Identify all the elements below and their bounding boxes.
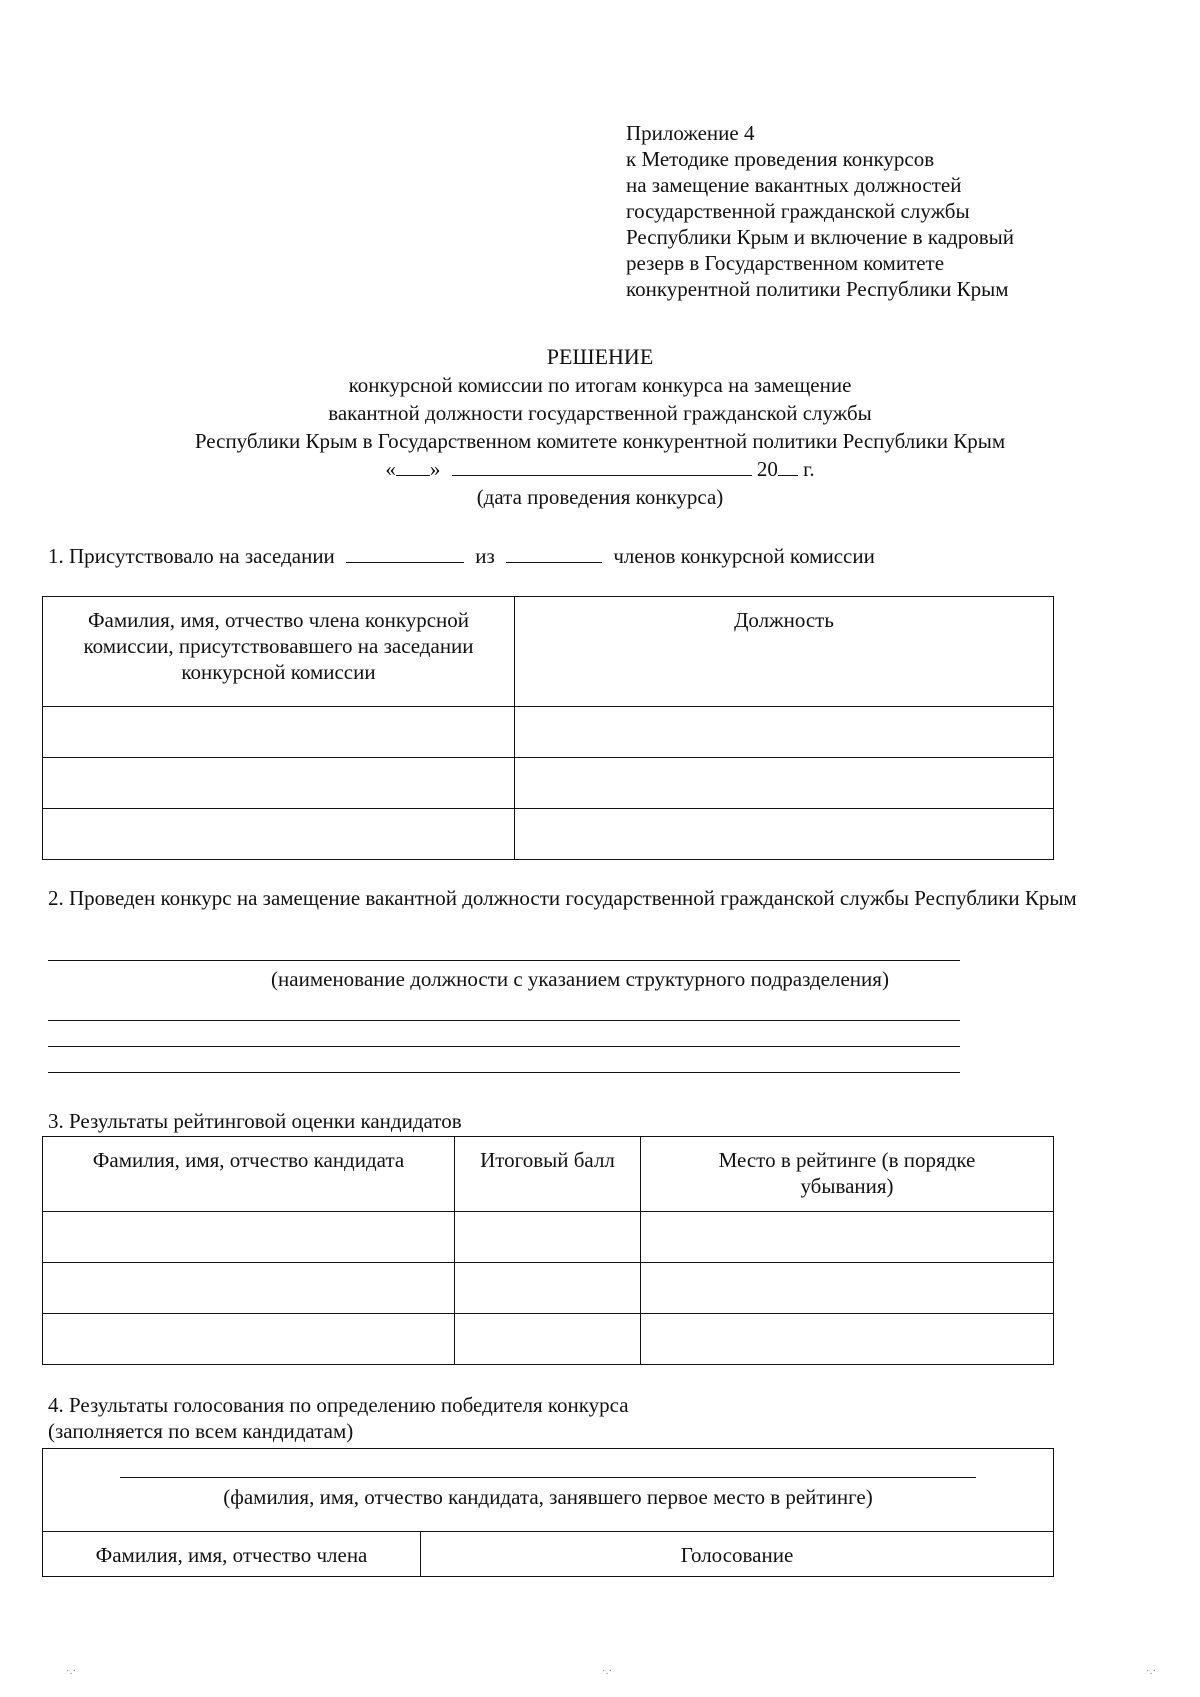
table-row <box>43 758 1054 809</box>
table-header-row <box>43 597 1054 707</box>
year-prefix: 20 <box>756 457 778 481</box>
decision-subtitle-line: Республики Крым в Государственном комитете конкурентной политики Республики Крым <box>194 429 1006 453</box>
attended-count-blank[interactable] <box>346 544 464 563</box>
appendix-line: конкурентной политики Республики Крым <box>626 277 1009 301</box>
table-header-row <box>43 1137 1054 1212</box>
date-caption: (дата проведения конкурса) <box>476 485 724 509</box>
scan-mark: ˙·˙ <box>66 1669 76 1680</box>
rating-section-title: 3. Результаты рейтинговой оценки кандидатов <box>48 1109 462 1133</box>
table-cell[interactable] <box>455 1314 641 1365</box>
decision-subtitle-line: вакантной должности государственной гражданской службы <box>328 401 872 425</box>
voting-table <box>42 1448 1054 1577</box>
attendance-members: членов конкурсной комиссии <box>613 544 875 568</box>
winner-row <box>43 1449 1054 1532</box>
position-extra-blank[interactable] <box>48 1046 960 1047</box>
year-suffix: г. <box>803 457 815 481</box>
date-line <box>60 455 1140 483</box>
position-name-caption: (наименование должности с указанием структурного подразделения) <box>271 967 889 991</box>
scan-mark: ˙·˙ <box>1146 1669 1156 1680</box>
column-header-member-name: Фамилия, имя, отчество члена конкурсной комиссии, присутствовавшего на заседании конкурсной комиссии <box>43 597 515 707</box>
scan-mark: ˙·˙ <box>602 1669 612 1680</box>
column-header-candidate-name: Фамилия, имя, отчество кандидата <box>43 1137 455 1212</box>
column-header-rank: Место в рейтинге (в порядке убывания) <box>641 1137 1054 1212</box>
table-cell[interactable] <box>515 707 1054 758</box>
decision-subtitle-line: конкурсной комиссии по итогам конкурса на замещение <box>348 373 852 397</box>
table-cell[interactable] <box>43 1263 455 1314</box>
voting-section-title: 4. Результаты голосования по определению победителя конкурса <box>48 1393 629 1417</box>
total-members-blank[interactable] <box>506 544 602 563</box>
column-header-member: Фамилия, имя, отчество члена <box>43 1532 421 1577</box>
table-row <box>43 1314 1054 1365</box>
rating-table <box>42 1136 1054 1365</box>
month-blank[interactable] <box>452 457 752 476</box>
attendance-line <box>48 543 1048 569</box>
column-header-position: Должность <box>515 597 1054 707</box>
appendix-line: резерв в Государственном комитете <box>626 251 945 275</box>
appendix-title: Приложение 4 <box>626 121 755 145</box>
table-row <box>43 1263 1054 1314</box>
table-cell[interactable] <box>515 758 1054 809</box>
table-cell[interactable] <box>455 1212 641 1263</box>
decision-title-block <box>60 343 1140 511</box>
appendix-line: государственной гражданской службы <box>626 199 970 223</box>
appendix-line: на замещение вакантных должностей <box>626 173 962 197</box>
column-header-total-score: Итоговый балл <box>455 1137 641 1212</box>
table-cell[interactable] <box>455 1263 641 1314</box>
voting-section-subtitle: (заполняется по всем кандидатам) <box>48 1419 354 1443</box>
attendees-table <box>42 596 1054 860</box>
table-cell[interactable] <box>641 1263 1054 1314</box>
table-cell[interactable] <box>43 1314 455 1365</box>
winner-name-caption: (фамилия, имя, отчество кандидата, занявшего первое место в рейтинге) <box>223 1485 873 1509</box>
voting-section <box>48 1392 1048 1444</box>
table-row <box>43 809 1054 860</box>
attendance-text: 1. Присутствовало на заседании <box>48 544 335 568</box>
appendix-reference: к Методике проведения конкурсов <box>626 147 935 171</box>
attendance-from: из <box>475 544 495 568</box>
table-cell[interactable] <box>43 707 515 758</box>
competition-held-text: 2. Проведен конкурс на замещение вакантной должности государственной гражданской службы Республики Крым <box>48 886 1077 910</box>
table-cell[interactable] <box>43 758 515 809</box>
table-cell[interactable] <box>641 1314 1054 1365</box>
table-cell[interactable] <box>43 809 515 860</box>
table-row <box>43 707 1054 758</box>
date-close-quote: » <box>429 457 441 481</box>
winner-name-cell[interactable] <box>43 1449 1054 1532</box>
table-cell[interactable] <box>641 1212 1054 1263</box>
decision-heading: РЕШЕНИЕ <box>546 344 654 369</box>
year-blank[interactable] <box>778 457 798 476</box>
table-header-row <box>43 1532 1054 1577</box>
day-blank[interactable] <box>396 457 430 476</box>
table-cell[interactable] <box>515 809 1054 860</box>
position-extra-blank[interactable] <box>48 1072 960 1073</box>
date-open-quote: « <box>385 457 396 481</box>
table-row <box>43 1212 1054 1263</box>
winner-name-blank[interactable] <box>120 1467 976 1478</box>
position-name-blank[interactable] <box>48 960 960 961</box>
appendix-block <box>626 120 1114 302</box>
table-cell[interactable] <box>43 1212 455 1263</box>
column-header-vote: Голосование <box>421 1532 1054 1577</box>
appendix-line: Республики Крым и включение в кадровый <box>626 225 1014 249</box>
position-extra-blank[interactable] <box>48 1020 960 1021</box>
